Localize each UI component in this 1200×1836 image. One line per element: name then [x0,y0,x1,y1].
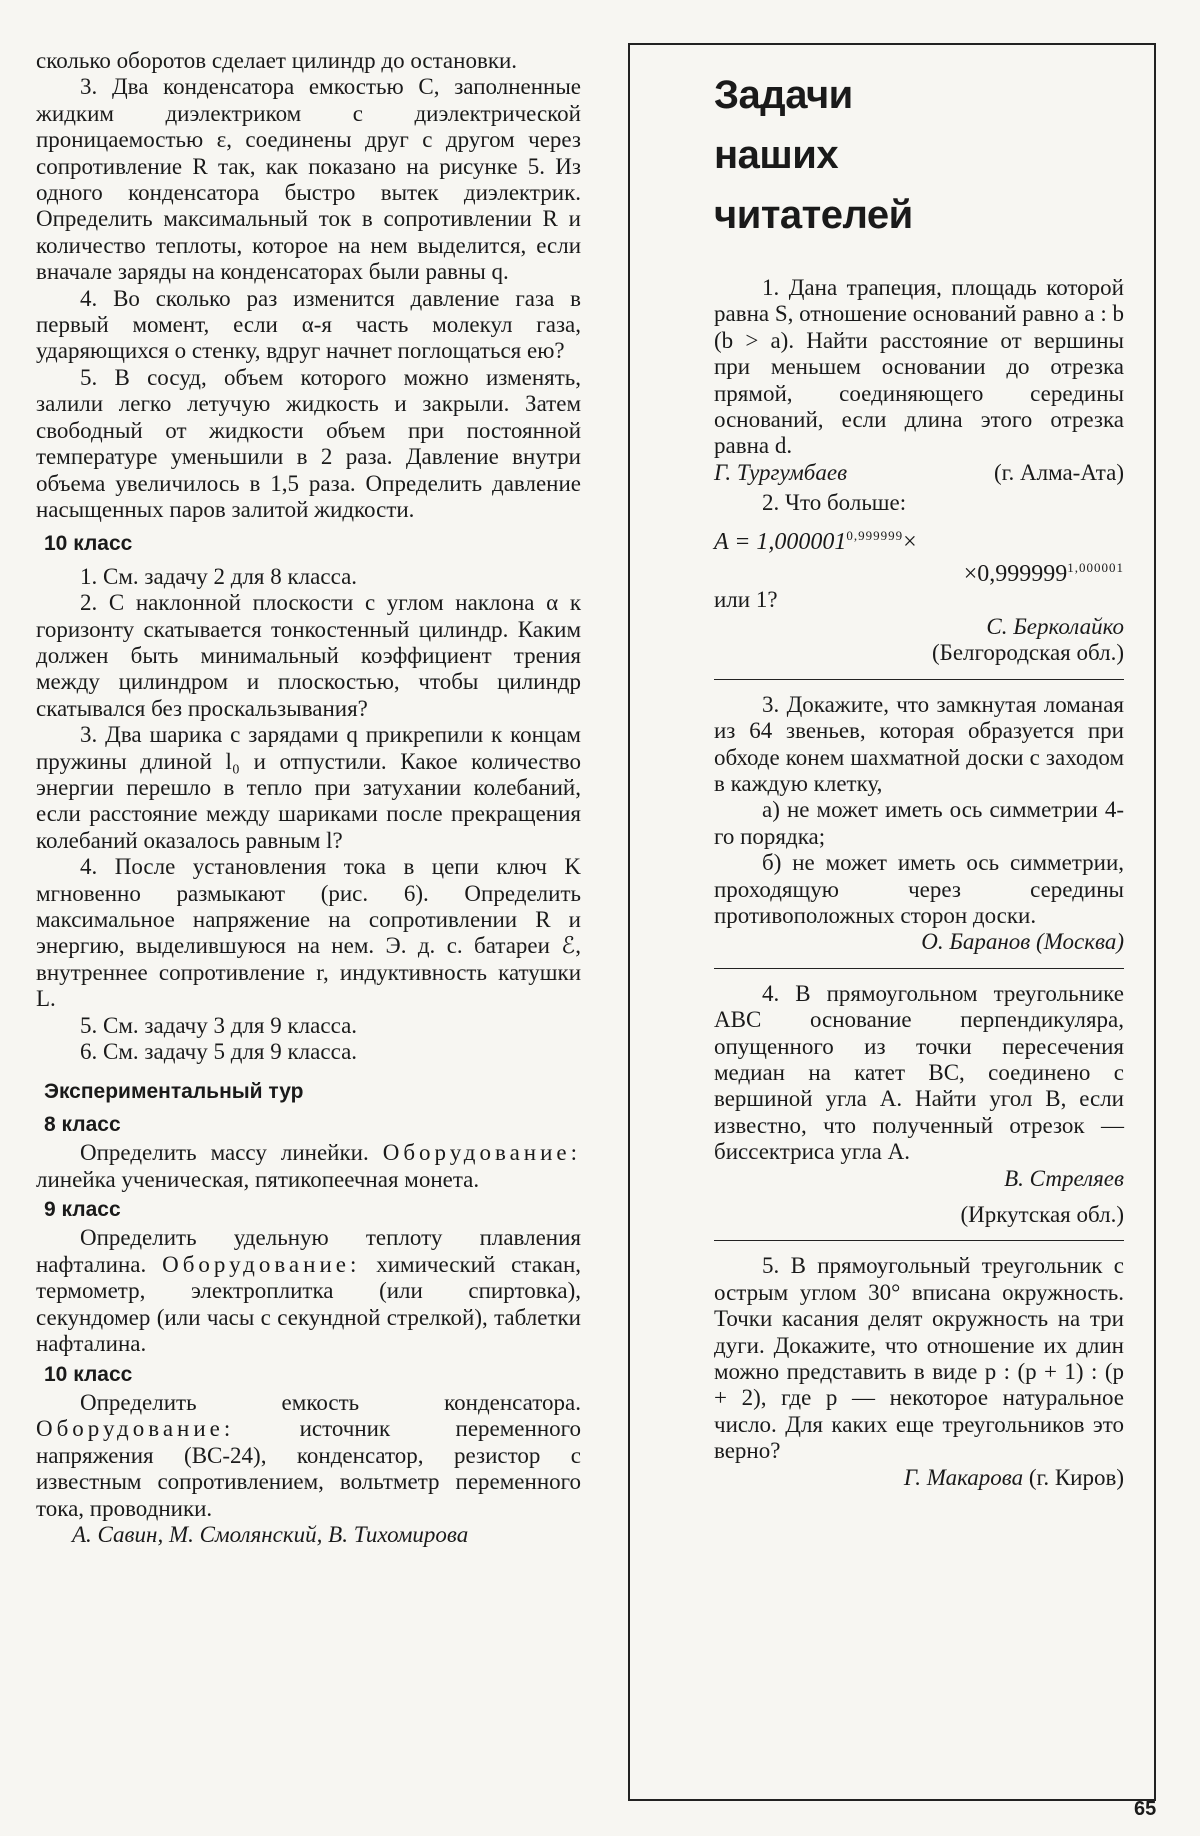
reader-task-3-author: О. Баранов (Москва) [921,929,1124,955]
box-title-line-3: читателей [714,193,913,237]
separator-1 [714,679,1124,680]
formula-line-2 [714,555,1124,587]
exp-9-equipment-label: Оборудование: [162,1251,361,1277]
reader-task-2-author: С. Берколайко [986,613,1124,639]
reader-task-5-credit [714,1465,1124,1491]
exp-10-equipment: источник переменного напряжения (ВС-24), конденсатор, резистор с известным сопротивлением, вольтметр переменного тока, проводники. [36,1416,581,1521]
separator-2 [714,968,1124,969]
reader-task-5: 5. В прямоугольный треугольник с острым углом 30° вписана окружность. Точки касания делят окружность на три дуги. Докажите, что отношение их длин можно представить в виде p : (p + 1) : (p + 2), где p — некоторое натуральное число. Для каких еще треугольников это верно? [714,1253,1124,1464]
reader-task-2-place: (Белгородская обл.) [931,640,1124,666]
exp-10-task: Определить емкость конденсатора. [80,1389,581,1415]
problem-9-5: 5. В сосуд, объем которого можно изменять, залили легко летучую жидкость и закрыли. Затем свободный от жидкости объем при постоянной температуре уменьшили в 2 раза. Давление внутри объема увеличилось в 1,5 раза. Определить давление насыщенных паров залитой жидкости. [36,364,581,522]
task-2-formula [714,523,1124,588]
problem-10-6: 6. См. задачу 5 для 9 класса. [80,1039,358,1065]
reader-task-3a: а) не может иметь ось симметрии 4-го порядка; [714,797,1124,849]
problem-10-1: 1. См. задачу 2 для 8 класса. [80,563,358,589]
problem-9-3: 3. Два конденсатора емкостью C, заполненные жидким диэлектриком с диэлектрической проницаемостью ε, соединены друг с другом через сопротивление R так, как показано на рисунке 5. Из одного конденсатора быстро вытек диэлектрик. Определить максимальный ток в сопротивлении R и количество теплоты, которое на нем выделится, если вначале заряды на конденсаторах были равны q. [36,74,581,285]
exp-grade-10-heading: 10 класс [44,1362,133,1386]
exp-grade-9-heading: 9 класс [44,1198,121,1222]
reader-task-1-author: Г. Тургумбаев [714,459,848,485]
reader-task-2: 2. Что больше: [762,490,907,516]
left-column [36,48,581,1548]
readers-problems-box [628,43,1156,1801]
box-body [714,275,1124,1491]
exp-8-equipment: линейка ученическая, пятикопеечная монета. [36,1166,480,1192]
exp-9-equipment: химический стакан, термометр, электроплитка (или спиртовка), секундомер (или часы с секундной стрелкой), таблетки нафталина. [36,1251,581,1357]
reader-task-3b: б) не может иметь ось симметрии, проходящую через середины противоположных сторон доски. [714,850,1124,928]
reader-task-1: 1. Дана трапеция, площадь которой равна S, отношение оснований равно a : b (b > a). Найти расстояние от вершины при меньшем основании до отрезка прямой, соединяющего середины оснований, если длина этого отрезка равна d. [714,275,1124,459]
box-title-line-1: Задачи [714,73,853,117]
exp-8-task: Определить массу линейки. [80,1140,369,1166]
reader-task-5-author: Г. Макарова [903,1464,1024,1490]
reader-task-4-author: В. Стреляев [1004,1165,1124,1191]
box-title [714,65,1134,245]
exp-grade-10-text [36,1390,581,1522]
grade-10-heading: 10 класс [44,532,133,556]
formula-exponent-2: 1,000001 [1067,560,1124,576]
problem-10-2: 2. С наклонной плоскости с углом наклона α к горизонту скатывается тонкостенный цилиндр. Каким должен быть минимальный коэффициент трения между цилиндром и плоскостью, чтобы цилиндр скатывался без проскальзывания? [36,590,581,721]
reader-task-1-credit [714,460,1124,486]
exp-grade-9-text [36,1225,581,1357]
problem-9-4: 4. Во сколько раз изменится давление газа в первый момент, если α-я часть молекул газа, ударяющихся о стенку, вдруг начнет поглощаться ею? [36,285,581,364]
exp-9-task: Определить удельную теплоту плавления нафталина. [36,1225,581,1277]
formula-exponent-1: 0,999999 [846,527,904,543]
formula-line-1 [714,523,1124,555]
page-number: 65 [1134,1798,1157,1820]
exp-10-equipment-label: Оборудование: [36,1416,235,1442]
separator-3 [714,1240,1124,1241]
authors-signature: А. Савин, М. Смолянский, В. Тихомирова [72,1521,469,1547]
formula-base-2: ×0,999999 [963,561,1068,588]
reader-task-4: 4. В прямоугольном треугольнике ABC основание перпендикуляра, опущенного из точки пересечения медиан на катет BC, соединено с вершиной угла A. Найти угол B, если известно, что полученный отрезок — биссектриса угла A. [714,980,1124,1165]
reader-task-4-place: (Иркутская обл.) [960,1202,1124,1227]
continued-paragraph: сколько оборотов сделает цилиндр до остановки. [36,48,518,73]
exp-grade-8-text [36,1140,581,1193]
reader-task-1-place: (г. Алма-Ата) [993,459,1124,485]
reader-task-3: 3. Докажите, что замкнутая ломаная из 64 звеньев, которая образуется при обходе конем шахматной доски с заходом в каждую клетку, [714,691,1124,796]
reader-task-5-place: (г. Киров) [1028,1464,1124,1490]
problem-10-5: 5. См. задачу 3 для 9 класса. [80,1012,358,1038]
exp-grade-8-heading: 8 класс [44,1112,121,1136]
problem-10-4: 4. После установления тока в цепи ключ K мгновенно размыкают (рис. 6). Определить максимальное напряжение на сопротивлении R и энергию, выделившуюся на нем. Э. д. с. батареи ℰ, внутреннее сопротивление r, индуктивность катушки L. [36,854,581,1012]
formula-lhs: A = 1,000001 [714,528,847,555]
box-title-line-2: наших [714,133,839,177]
problem-10-3: 3. Два шарика с зарядами q прикрепили к концам пружины длиной l₀ и отпустили. Какое количество энергии перешло в тепло при затухании колебаний, если расстояние между шариками после прекращения колебаний оказалось равным l? [36,722,581,853]
formula-times: × [903,528,917,555]
reader-task-2-or: или 1? [714,587,778,613]
experimental-round-heading: Экспериментальный тур [44,1080,304,1104]
exp-8-equipment-label: Оборудование: [382,1140,581,1166]
